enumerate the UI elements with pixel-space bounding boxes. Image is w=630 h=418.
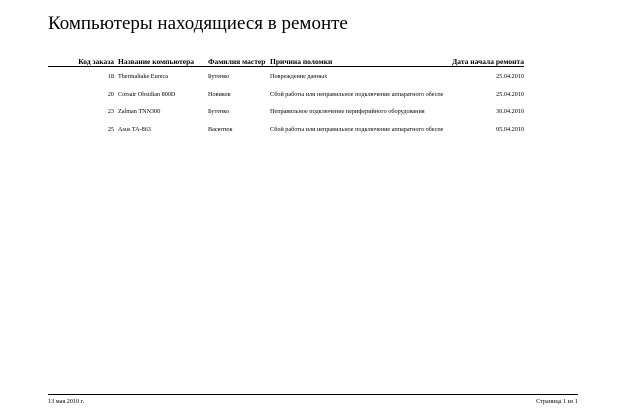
cell-reason: Неправильное подключение периферийного оборудования <box>270 108 425 115</box>
column-header-order-id: Код заказа <box>78 57 114 66</box>
cell-computer-name: Zalman TNN300 <box>118 108 161 115</box>
cell-start-date: 25.04.2010 <box>496 90 524 98</box>
column-header-master: Фамилия мастер <box>208 57 266 66</box>
cell-master: Васютюк <box>208 125 233 133</box>
cell-order-id: 23 <box>107 108 114 115</box>
column-header-computer-name: Название компьютера <box>118 57 195 66</box>
cell-reason: Сбой работы или неправильное подключение аппаратного обеспе <box>270 125 444 133</box>
cell-order-id: 20 <box>107 90 114 98</box>
cell-order-id: 18 <box>107 73 114 80</box>
table-row <box>48 72 524 90</box>
cell-reason: Сбой работы или неправильное подключение аппаратного обеспе <box>270 90 444 98</box>
cell-order-id: 25 <box>107 125 114 133</box>
cell-master: Бутенко <box>208 73 230 80</box>
footer-divider <box>48 394 578 395</box>
footer-date: 13 мая 2010 г. <box>48 398 85 405</box>
table-row <box>48 125 524 143</box>
cell-reason: Повреждение данных <box>270 73 328 80</box>
cell-start-date: 25.04.2010 <box>496 73 524 80</box>
column-header-start-date: Дата начала ремонта <box>452 57 524 66</box>
header-divider <box>48 66 524 67</box>
table-row <box>48 90 524 108</box>
report-title: Компьютеры находящиеся в ремонте <box>48 13 348 34</box>
cell-master: Новиков <box>208 90 231 98</box>
footer-page-number: Страница 1 из 1 <box>536 398 578 405</box>
cell-master: Бутенко <box>208 108 230 115</box>
cell-start-date: 30.04.2010 <box>496 108 524 115</box>
cell-computer-name: Thermaltake Eureca <box>118 73 168 80</box>
cell-start-date: 05.04.2010 <box>496 125 524 133</box>
table-row <box>48 107 524 125</box>
cell-computer-name: Asus TA-863 <box>118 125 151 133</box>
cell-computer-name: Corsair Obsidian 800D <box>118 90 176 98</box>
table-body <box>48 72 524 142</box>
column-header-reason: Причина поломки <box>270 57 333 66</box>
